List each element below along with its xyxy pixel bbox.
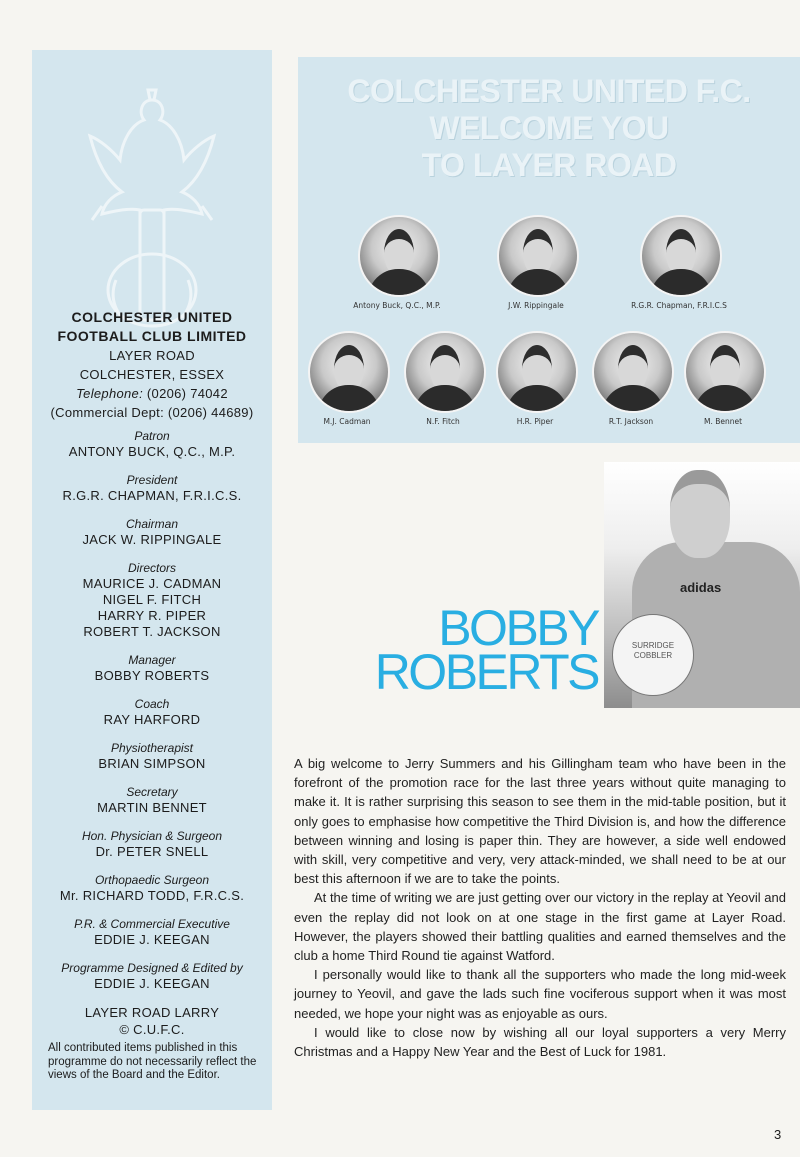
official-name: MAURICE J. CADMAN: [82, 576, 222, 591]
portrait-fitch: [404, 331, 503, 426]
portrait-photo: [358, 215, 440, 297]
telephone-number: (0206) 74042: [146, 386, 228, 401]
portrait-jackson: [592, 331, 691, 426]
portrait-photo: [308, 331, 390, 413]
portrait-piper: [496, 331, 595, 426]
portrait-caption: Antony Buck, Q.C., M.P.: [353, 301, 441, 310]
official-role: P.R. & Commercial Executive: [74, 917, 230, 931]
portrait-rippingale: [497, 215, 596, 310]
official-physician: [32, 828, 272, 860]
manager-article: [294, 754, 786, 1061]
manager-photo: [604, 462, 800, 708]
official-manager: [32, 652, 272, 684]
ball-text-line1: SURRIDGE: [631, 641, 675, 650]
club-name-line1: COLCHESTER UNITED: [71, 309, 233, 325]
welcome-panel: [298, 57, 800, 443]
official-name: JACK W. RIPPINGALE: [82, 532, 222, 547]
headline-line2: ROBERTS: [374, 644, 598, 700]
official-role: President: [126, 473, 178, 487]
official-name: Mr. RICHARD TODD, F.R.C.S.: [59, 888, 245, 903]
portrait-caption: M. Bennet: [703, 417, 743, 426]
disclaimer: All contributed items published in this programme do not necessarily reflect the views of the Board and the Editor.: [48, 1042, 257, 1081]
official-secretary: [32, 784, 272, 816]
official-name: BRIAN SIMPSON: [98, 756, 206, 771]
portrait-caption: R.T. Jackson: [608, 417, 654, 426]
manager-head: [670, 470, 730, 558]
official-name: Dr. PETER SNELL: [95, 844, 209, 859]
article-paragraph: I personally would like to thank all the supporters who made the long mid-week journey to Yeovil, and gave the lads such fine vociferous support when it was most needed, we hope your night was as enjoyable as ours.: [294, 967, 786, 1021]
commercial-phone: (Commercial Dept: (0206) 44689): [50, 405, 254, 420]
official-physiotherapist: [32, 740, 272, 772]
official-coach: [32, 696, 272, 728]
address-line1: LAYER ROAD: [109, 348, 195, 363]
portrait-caption: H.R. Piper: [516, 417, 554, 426]
manager-headline: [334, 600, 598, 700]
portrait-photo: [404, 331, 486, 413]
officials-list: [32, 428, 272, 1004]
official-name: RAY HARFORD: [103, 712, 201, 727]
larry-line1: LAYER ROAD LARRY: [84, 1005, 220, 1020]
official-role: Programme Designed & Edited by: [61, 961, 243, 975]
portrait-caption: J.W. Rippingale: [508, 301, 564, 310]
article-paragraph: At the time of writing we are just getting over our victory in the replay at Yeovil and even the replay did not look on at one stage in the first game at Layer Road. However, the players showed their battling qualities and earned themselves and the club a home Third Round tie against Watford.: [294, 890, 786, 964]
portrait-caption: R.G.R. Chapman, F.R.I.C.S: [631, 301, 727, 310]
ball-text: [613, 641, 693, 661]
official-role: Manager: [128, 653, 176, 667]
official-name: BOBBY ROBERTS: [94, 668, 210, 683]
telephone-label: Telephone:: [76, 386, 143, 401]
official-name: EDDIE J. KEEGAN: [94, 976, 210, 991]
official-orthopaedic: [32, 872, 272, 904]
welcome-line1: COLCHESTER UNITED F.C.: [347, 73, 751, 109]
official-role: Physiotherapist: [110, 741, 194, 755]
page-number: 3: [774, 1127, 782, 1142]
official-directors: [32, 560, 272, 640]
official-pr: [32, 916, 272, 948]
official-name: R.G.R. CHAPMAN, F.R.I.C.S.: [62, 488, 242, 503]
official-name: ANTONY BUCK, Q.C., M.P.: [68, 444, 236, 459]
official-president: [32, 472, 272, 504]
shirt-logo: adidas: [680, 580, 722, 595]
portrait-photo: [684, 331, 766, 413]
portrait-photo: [497, 215, 579, 297]
eagle-crest-icon: [82, 80, 222, 340]
official-name: NIGEL F. FITCH: [102, 592, 202, 607]
club-info-sidebar: [32, 50, 272, 1110]
welcome-line3: TO LAYER ROAD: [421, 147, 677, 183]
portrait-buck: [353, 215, 457, 310]
portrait-photo: [496, 331, 578, 413]
ball-text-line2: COBBLER: [633, 651, 673, 660]
official-name: MARTIN BENNET: [97, 800, 207, 815]
larry-credit: [32, 1004, 272, 1038]
larry-line2: © C.U.F.C.: [119, 1022, 185, 1037]
official-role: Directors: [127, 561, 176, 575]
article-paragraph: I would like to close now by wishing all our loyal supporters a very Merry Christmas and a Happy New Year and the Best of Luck for 1981.: [294, 1024, 786, 1060]
article-paragraph: A big welcome to Jerry Summers and his Gillingham team who have been in the forefront of the promotion race for the last three years without quite managing to make it. It is rather surprising this season to see them in the mid-table position, but it only goes to emphasise how competitive the Third Division is, and how the difference between winning and losing is paper thin. They are however, a side well endowed with skill, very competitive and very, very attack-minded, we shall need to be at our best this afternoon if we are to take the points.: [294, 756, 786, 887]
official-role: Hon. Physician & Surgeon: [81, 829, 223, 843]
official-patron: [32, 428, 272, 460]
portrait-photo: [640, 215, 722, 297]
welcome-title: [298, 73, 800, 184]
official-editor: [32, 960, 272, 992]
portrait-bennet: [684, 331, 783, 426]
headline-line1: BOBBY: [438, 600, 598, 656]
welcome-line2: WELCOME YOU: [429, 110, 669, 146]
official-name: ROBERT T. JACKSON: [83, 624, 221, 639]
official-chairman: [32, 516, 272, 548]
official-name: HARRY R. PIPER: [97, 608, 207, 623]
portrait-cadman: [308, 331, 407, 426]
official-role: Patron: [134, 429, 170, 443]
official-role: Chairman: [125, 517, 179, 531]
telephone: [32, 384, 272, 403]
portrait-caption: M.J. Cadman: [323, 417, 371, 426]
official-name: EDDIE J. KEEGAN: [94, 932, 210, 947]
football-icon: [612, 614, 694, 696]
portrait-caption: N.F. Fitch: [426, 417, 460, 426]
official-role: Secretary: [126, 785, 178, 799]
official-role: Coach: [134, 697, 170, 711]
official-role: Orthopaedic Surgeon: [94, 873, 210, 887]
address-line2: COLCHESTER, ESSEX: [79, 367, 225, 382]
portrait-chapman: [631, 215, 739, 310]
portrait-photo: [592, 331, 674, 413]
club-name-line2: FOOTBALL CLUB LIMITED: [57, 328, 247, 344]
